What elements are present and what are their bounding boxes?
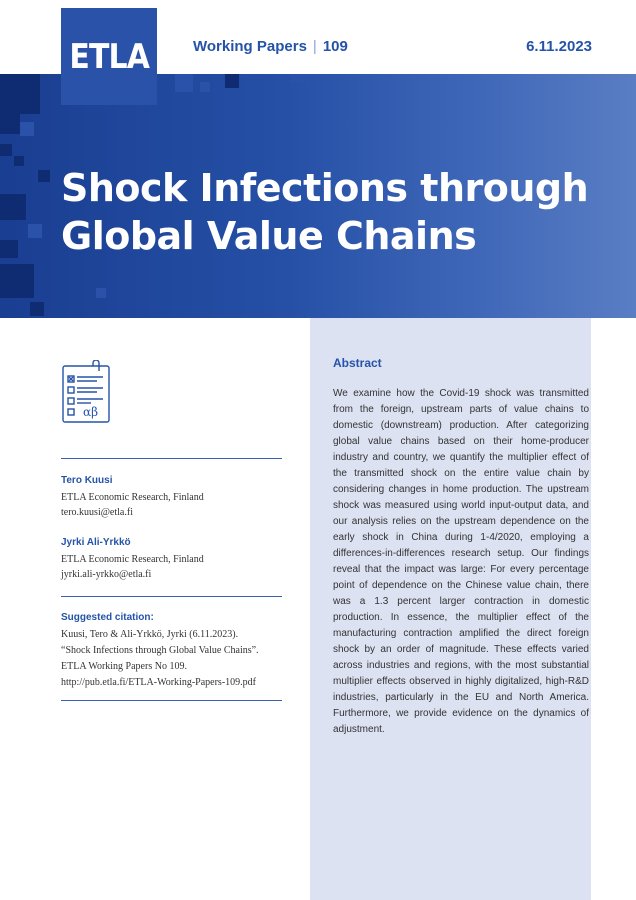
document-alpha-beta-icon [61,360,113,424]
publication-date: 6.11.2023 [526,38,592,55]
author-affiliation: ETLA Economic Research, Finland [61,492,204,503]
decor-square [20,122,34,136]
author-name: Tero Kuusi [61,475,113,486]
author-name: Jyrki Ali-Yrkkö [61,537,131,548]
decor-square [200,82,210,92]
series-label [193,38,348,55]
citation-line: ETLA Working Papers No 109. [61,661,187,672]
decor-square [0,114,20,134]
decor-square [0,144,12,156]
decor-square [0,194,26,220]
decor-square [28,224,42,238]
etla-logo [61,8,157,105]
divider [61,596,282,597]
citation-line: “Shock Infections through Global Value Chains”. [61,645,259,656]
decor-square [290,74,312,82]
decor-square [14,156,24,166]
divider [61,700,282,701]
decor-square [0,264,34,298]
decor-square [30,302,44,316]
series-name: Working Papers [193,38,307,55]
citation-body [61,627,286,691]
author-email[interactable]: tero.kuusi@etla.fi [61,507,133,518]
divider [61,458,282,459]
decor-square [0,240,18,258]
paper-title: Shock Infections through Global Value Chains [61,166,589,258]
decor-square [175,74,193,92]
decor-square [38,170,50,182]
svg-text:αβ: αβ [83,405,99,419]
abstract-text: We examine how the Covid-19 shock was transmitted from the foreign, upstream parts of value chains to domestic (downstream) production. After categorizing global value chains based on their home-producer industry and country, we quantify the multiplier effect of the transmitted shock on the entire value chain by considering changes in home production. The upstream shock was measured using world input-output data, and our analysis relies on the upstream dependence on the early shock in China during 1-4/2020, employing a differences-in-differences research setup. Our findings reveal that the impact was large: For every percentage point of dependence on the Chinese value chain, there was a 1.3 percent larger contraction in domestic production. In essence, the multiplier effect of the manufacturing contraction amplified the direct foreign shock by an order of magnitude. These effects varied across industries and regions, with the most substantial multiplier effects observed in highly digitalized, high-R&D industries, particularly in the EU and North America. Furthermore, we provide evidence on the dynamics of adjustment. [333,388,589,735]
logo-text: ETLA [69,36,149,77]
citation-link[interactable]: http://pub.etla.fi/ETLA-Working-Papers-109.pdf [61,677,256,688]
author-affiliation: ETLA Economic Research, Finland [61,554,204,565]
decor-square [225,74,239,88]
series-separator: | [312,38,317,55]
author-email[interactable]: jyrki.ali-yrkko@etla.fi [61,569,152,580]
decor-square [0,74,40,114]
abstract-heading: Abstract [333,356,382,370]
citation-line: Kuusi, Tero & Ali-Yrkkö, Jyrki (6.11.2023). [61,629,239,640]
series-number: 109 [322,38,348,55]
citation-heading: Suggested citation: [61,612,154,623]
decor-square [96,288,106,298]
